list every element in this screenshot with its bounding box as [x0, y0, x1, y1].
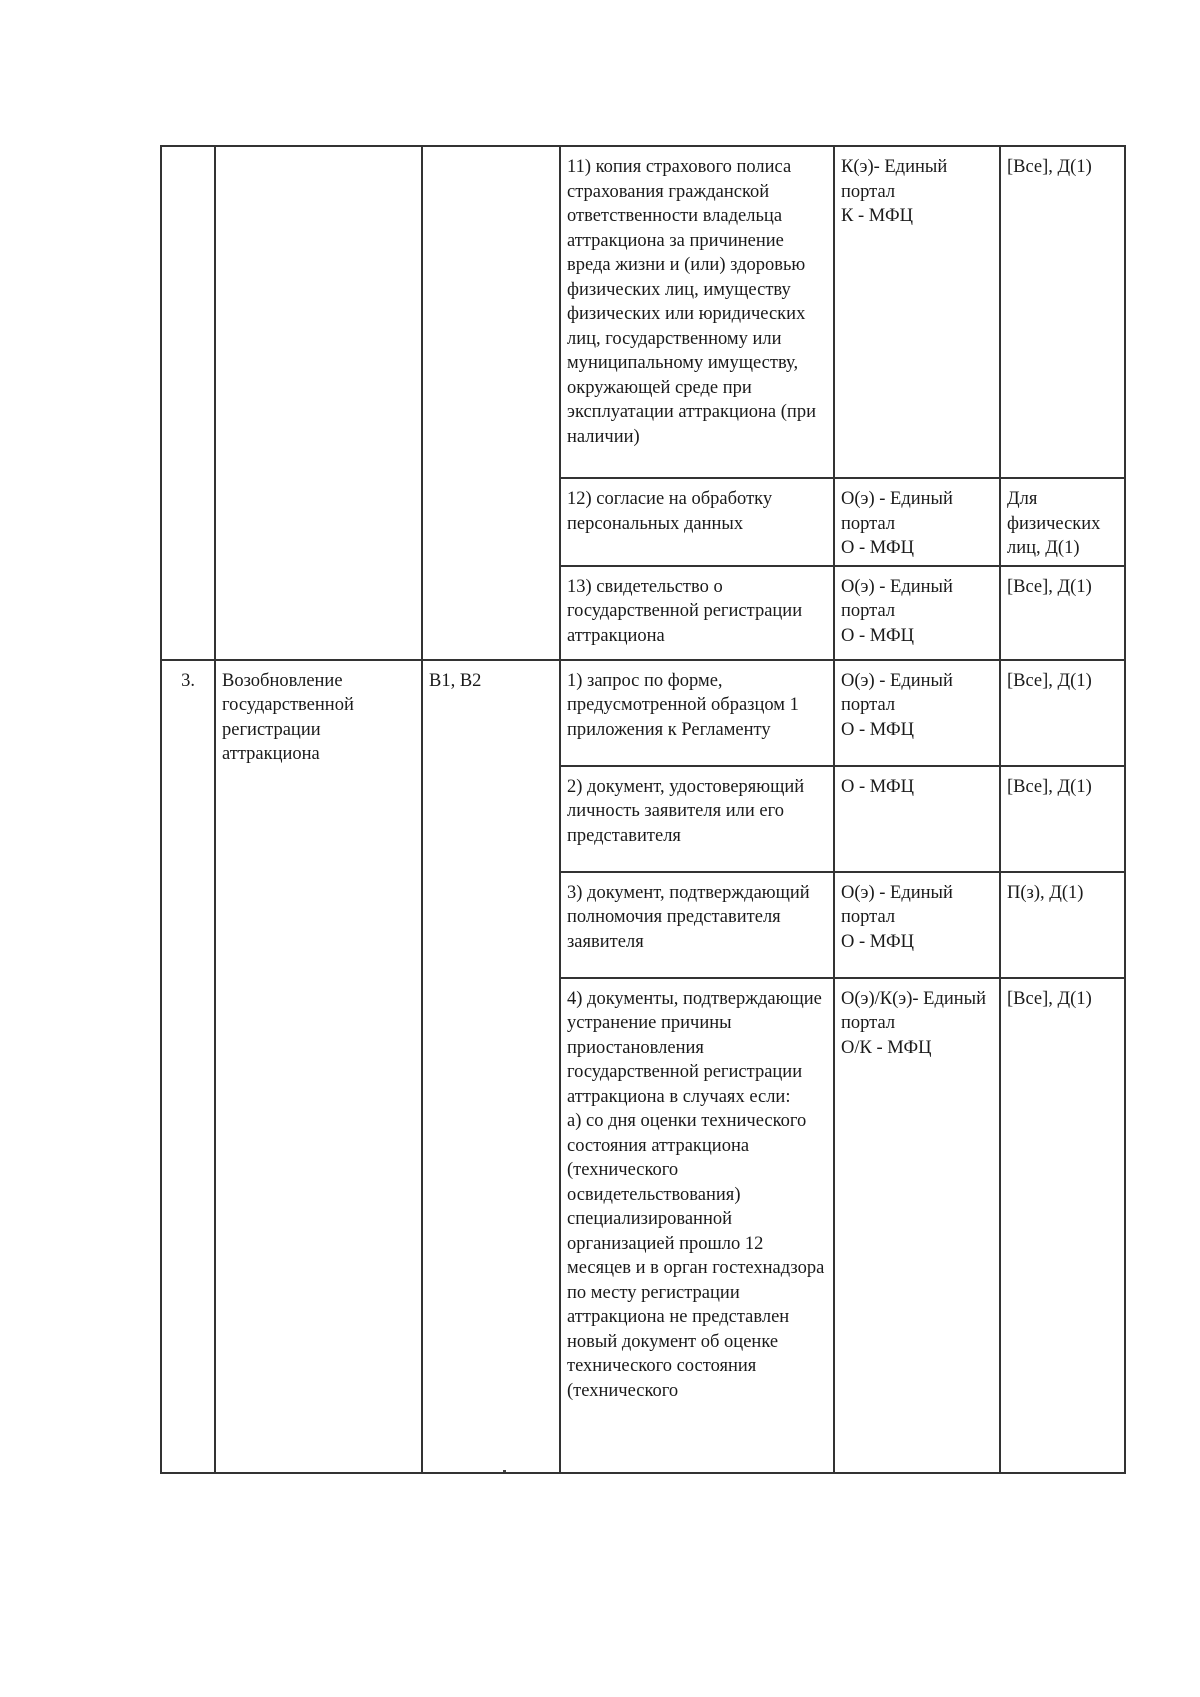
applicant-category-cell: [Все], Д(1): [1000, 146, 1125, 478]
applicant-category-cell: [Все], Д(1): [1000, 566, 1125, 660]
section-number: 3.: [161, 660, 215, 1473]
variants-cell: В1, В2: [422, 660, 560, 1473]
applicant-category-cell: [Все], Д(1): [1000, 978, 1125, 1473]
applicant-category-cell: П(з), Д(1): [1000, 872, 1125, 978]
submission-method-cell: О(э) - Единый портал О - МФЦ: [834, 566, 1000, 660]
document-cell: 11) копия страхового полиса страхования гражданской ответственности владельца аттракциона за причинение вреда жизни и (или) здоровью физических лиц, имуществу физических или юридических лиц, государственному или муниципальному имуществу, окружающей среде при эксплуатации аттракциона (при наличии): [560, 146, 834, 478]
service-name-cell: Возобновление государственной регистрации аттракциона: [215, 660, 422, 1473]
submission-method-cell: О(э) - Единый портал О - МФЦ: [834, 478, 1000, 566]
document-cell: 4) документы, подтверждающие устранение причины приостановления государственной регистрации аттракциона в случаях если: а) со дня оценки технического состояния аттракциона (технического освидетельствования) специализированной организацией прошло 12 месяцев и в орган гостехнадзора по месту регистрации аттракциона не представлен новый документ об оценке технического состояния (технического: [560, 978, 834, 1473]
service-cell-empty: [215, 146, 422, 660]
table-row: [161, 146, 1125, 478]
submission-method-cell: О(э) - Единый портал О - МФЦ: [834, 872, 1000, 978]
applicant-category-cell: [Все], Д(1): [1000, 660, 1125, 766]
applicant-category-cell: [Все], Д(1): [1000, 766, 1125, 872]
table-row: [161, 660, 1125, 766]
requirements-table: [160, 145, 1126, 1474]
document-cell: 1) запрос по форме, предусмотренной образцом 1 приложения к Регламенту: [560, 660, 834, 766]
submission-method-cell: О(э) - Единый портал О - МФЦ: [834, 660, 1000, 766]
number-cell-empty: [161, 146, 215, 660]
document-cell: 2) документ, удостоверяющий личность заявителя или его представителя: [560, 766, 834, 872]
applicant-category-cell: Для физических лиц, Д(1): [1000, 478, 1125, 566]
document-cell: 12) согласие на обработку персональных данных: [560, 478, 834, 566]
document-cell: 13) свидетельство о государственной регистрации аттракциона: [560, 566, 834, 660]
submission-method-cell: О(э)/К(э)- Единый портал О/К - МФЦ: [834, 978, 1000, 1473]
submission-method-cell: К(э)- Единый портал К - МФЦ: [834, 146, 1000, 478]
scan-speck: [503, 1470, 506, 1472]
submission-method-cell: О - МФЦ: [834, 766, 1000, 872]
document-cell: 3) документ, подтверждающий полномочия представителя заявителя: [560, 872, 834, 978]
variants-cell-empty: [422, 146, 560, 660]
